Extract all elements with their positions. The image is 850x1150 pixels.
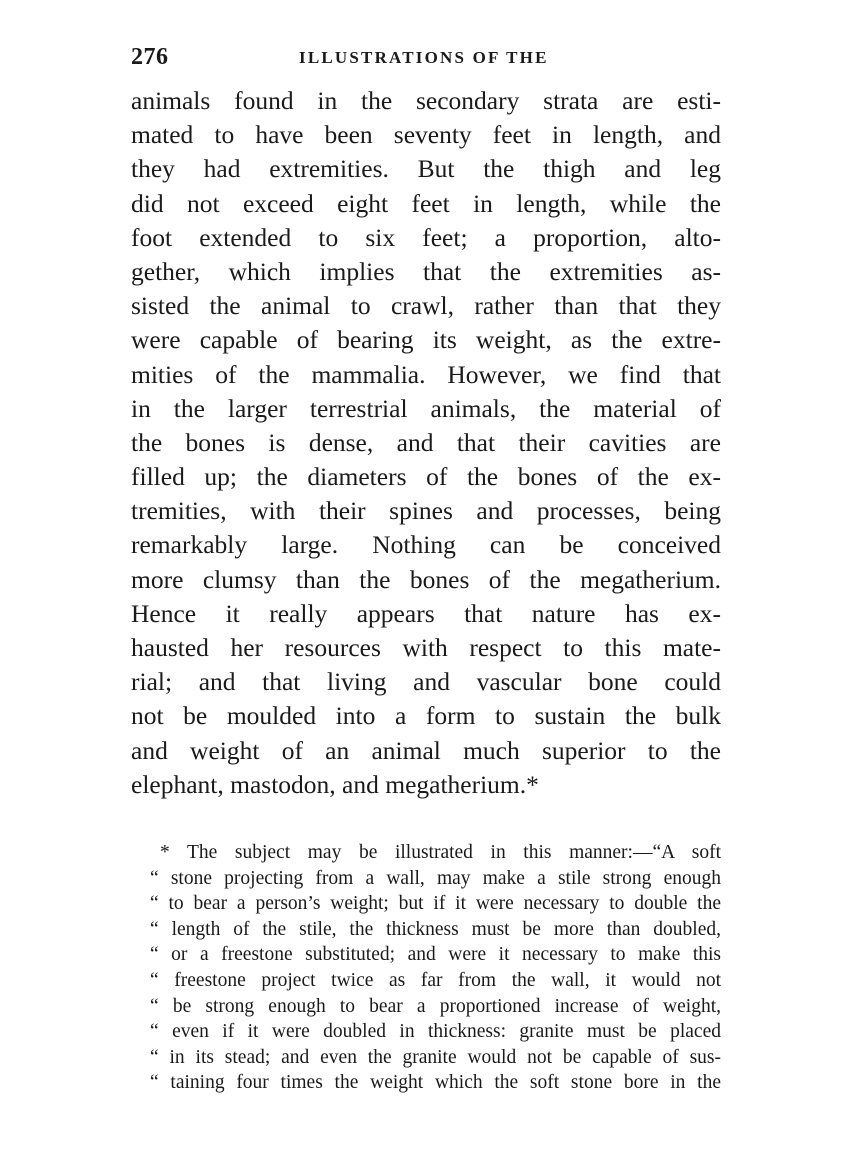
text-line: filled up; the diameters of the bones of the ex- bbox=[131, 462, 721, 492]
text-line: mated to have been seventy feet in length, and bbox=[131, 120, 721, 150]
body-text bbox=[131, 84, 721, 802]
footnote-line: “ or a freestone substituted; and were it necessary to make this bbox=[150, 944, 721, 966]
text-line: gether, which implies that the extremities as- bbox=[131, 256, 721, 286]
footnote-line: “ to bear a person’s weight; but if it were necessary to double the bbox=[150, 893, 721, 915]
text-line: more clumsy than the bones of the megatherium. bbox=[131, 564, 721, 594]
text-line: animals found in the secondary strata are esti- bbox=[131, 86, 721, 115]
footnote-line: “ stone projecting from a wall, may make a stile strong enough bbox=[150, 867, 721, 889]
footnote-line: “ freestone project twice as far from the wall, it would not bbox=[150, 969, 721, 991]
text-line: sisted the animal to crawl, rather than that they bbox=[131, 291, 721, 321]
footnote-line: “ length of the stile, the thickness must be more than doubled, bbox=[150, 918, 721, 940]
text-line: hausted her resources with respect to this mate- bbox=[131, 633, 721, 662]
page-number: 276 bbox=[131, 44, 169, 70]
text-line: remarkably large. Nothing can be conceived bbox=[131, 530, 721, 560]
text-line: they had extremities. But the thigh and leg bbox=[131, 154, 721, 184]
footnote-line: “ even if it were doubled in thickness: granite must be placed bbox=[150, 1021, 721, 1043]
text-line: were capable of bearing its weight, as the extre- bbox=[131, 325, 721, 355]
text-line: tremities, with their spines and processes, being bbox=[131, 496, 721, 526]
text-line: rial; and that living and vascular bone could bbox=[131, 667, 721, 697]
text-line: not be moulded into a form to sustain the bulk bbox=[131, 701, 721, 731]
text-line: the bones is dense, and that their cavities are bbox=[131, 427, 721, 457]
footnote-line: “ taining four times the weight which the soft stone bore in the bbox=[150, 1072, 721, 1094]
footnote-line: “ in its stead; and even the granite would not be capable of sus- bbox=[150, 1046, 721, 1068]
page-header bbox=[131, 44, 721, 74]
footnote-line: “ be strong enough to bear a proportioned increase of weight, bbox=[150, 995, 721, 1017]
text-line: foot extended to six feet; a proportion, alto- bbox=[131, 222, 721, 252]
footnote-line: * The subject may be illustrated in this manner:—“A soft bbox=[160, 842, 721, 863]
running-head: ILLUSTRATIONS OF THE bbox=[299, 48, 549, 67]
text-line: did not exceed eight feet in length, while the bbox=[131, 188, 721, 218]
text-line: Hence it really appears that nature has ex- bbox=[131, 598, 721, 628]
text-line: mities of the mammalia. However, we find that bbox=[131, 359, 721, 389]
text-line: and weight of an animal much superior to the bbox=[131, 735, 721, 765]
footnote bbox=[150, 840, 721, 1096]
text-line: in the larger terrestrial animals, the material of bbox=[131, 393, 721, 423]
text-line: elephant, mastodon, and megatherium.* bbox=[131, 769, 539, 799]
